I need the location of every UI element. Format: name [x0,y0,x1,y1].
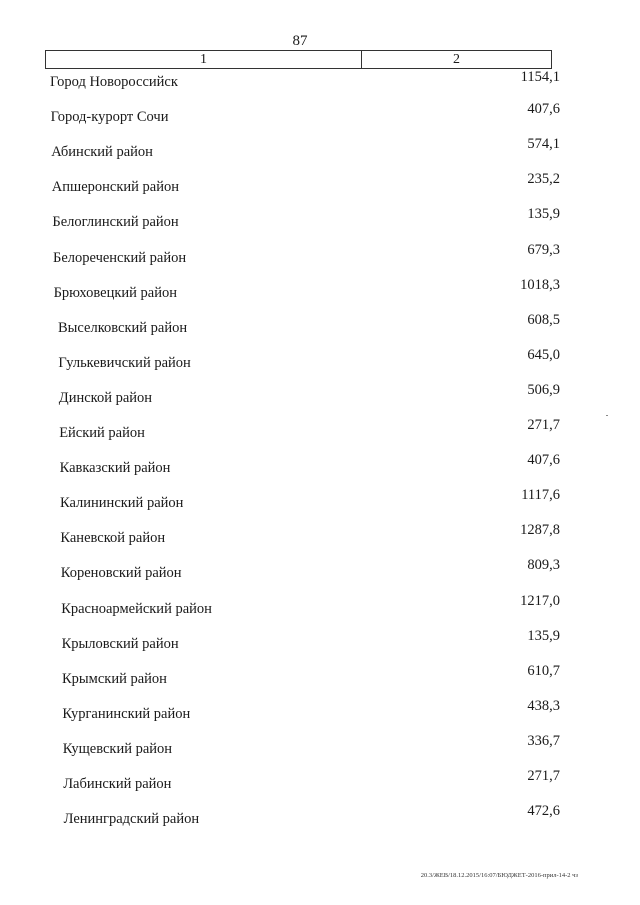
district-value: 1154,1 [520,69,560,85]
district-name: Город Новороссийск [50,74,178,90]
district-name: Город-курорт Сочи [50,109,169,126]
table-row [0,206,640,235]
district-value: 574,1 [527,136,560,153]
table-row [0,381,640,411]
district-name: Выселковский район [58,319,188,336]
table-row [0,171,640,200]
table-row [0,803,640,832]
district-value: 135,9 [527,206,560,223]
table-row [0,101,640,130]
table-row [0,241,640,271]
district-value: 506,9 [527,381,560,398]
district-name: Красноармейский район [61,600,212,617]
table-row [0,627,640,657]
district-name: Калининский район [60,495,184,512]
district-value: 1287,8 [520,522,560,539]
district-value: 679,3 [527,241,560,258]
page-number: 87 [292,33,308,49]
scan-speck [606,415,608,416]
district-value: 610,7 [527,662,560,679]
table-row [0,557,640,586]
table-row [0,487,640,516]
district-value: 407,6 [527,101,560,118]
table-row [0,662,640,692]
district-value: 608,5 [527,311,560,328]
table-row [0,346,640,376]
district-name: Апшеронский район [51,179,179,196]
table-row [0,417,640,446]
district-name: Брюховецкий район [53,284,177,301]
table-row [0,276,640,306]
header-col-2: 2 [453,52,460,67]
footer-stamp: 20.3/ЖЕВ/18.12.2015/16:07/БЮДЖЕТ-2016-прил-14-2 чз [420,872,578,879]
district-name: Лабинский район [63,776,172,792]
district-name: Абинский район [51,144,153,161]
district-value: 407,6 [527,452,560,469]
district-name: Курганинский район [62,705,191,722]
district-name: Динской район [58,389,153,406]
district-name: Белореченский район [53,249,187,266]
table-row [0,592,640,622]
district-name: Кореновский район [60,565,182,582]
district-value: 1117,6 [521,487,560,504]
table-row [0,69,640,95]
table-row [0,768,640,797]
district-value: 271,7 [527,768,560,784]
table-row [0,452,640,481]
district-name: Кавказский район [59,460,171,477]
district-name: Ленинградский район [63,811,200,828]
district-value: 336,7 [527,732,560,749]
table-row [0,311,640,341]
district-name: Кущевский район [62,740,173,757]
district-value: 235,2 [527,171,560,188]
district-name: Ейский район [59,425,145,441]
district-value: 438,3 [527,697,560,714]
district-name: Каневской район [60,530,166,547]
district-value: 1217,0 [520,592,560,609]
district-value: 1018,3 [520,276,560,293]
table-row [0,522,640,551]
district-value: 645,0 [527,346,560,363]
district-name: Крымский район [62,670,167,687]
table-row [0,732,640,762]
district-value: 271,7 [527,417,560,433]
district-name: Белоглинский район [52,214,179,231]
header-col-1: 1 [46,51,362,68]
district-name: Гулькевичский район [58,354,191,371]
district-name: Крыловский район [61,635,179,652]
district-value: 809,3 [527,557,560,574]
table-row [0,697,640,727]
table-row [0,136,640,165]
district-value: 135,9 [527,627,560,644]
district-value: 472,6 [527,803,560,820]
table-header [45,50,552,69]
